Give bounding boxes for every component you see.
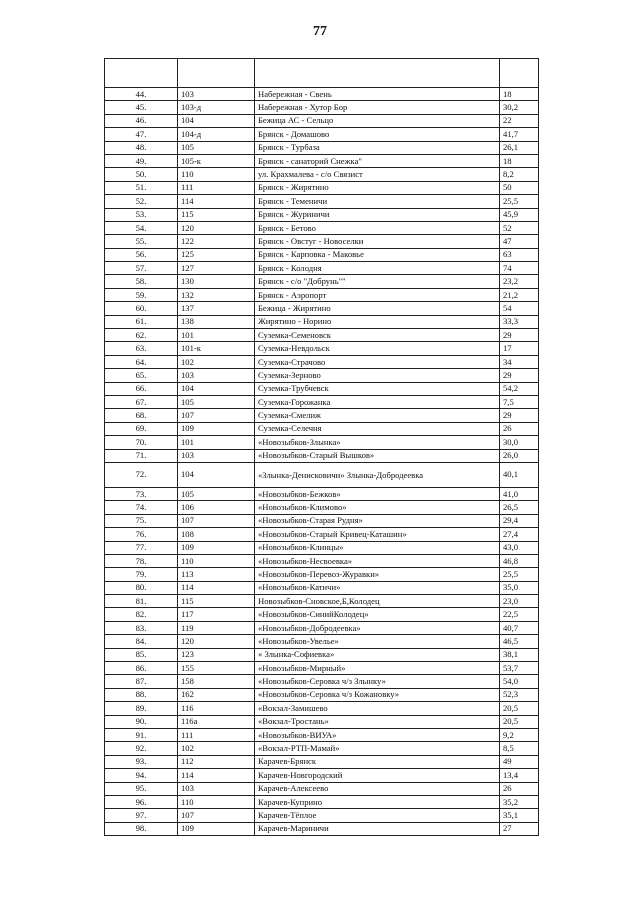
route-distance: 38,1 — [500, 648, 539, 661]
row-number: 49. — [105, 154, 178, 167]
table-row — [105, 288, 539, 301]
row-number: 44. — [105, 88, 178, 101]
table-row — [105, 782, 539, 795]
route-name: Суземка-Смелиж — [255, 409, 500, 422]
route-code: 123 — [178, 648, 255, 661]
route-distance: 43,0 — [500, 541, 539, 554]
route-code: 105-к — [178, 154, 255, 167]
row-number: 63. — [105, 342, 178, 355]
route-name: «Новозыбков-Бежков» — [255, 487, 500, 500]
route-name: Новозыбков-Сновское,Б,Колодец — [255, 595, 500, 608]
route-name: Карачев-Куприно — [255, 795, 500, 808]
route-distance: 22,5 — [500, 608, 539, 621]
route-name: Брянск - Аэропорт — [255, 288, 500, 301]
route-distance: 30,0 — [500, 436, 539, 449]
table-row — [105, 809, 539, 822]
row-number: 76. — [105, 528, 178, 541]
route-name: Брянск - Турбаза — [255, 141, 500, 154]
route-name: Брянск - Карповка - Маковье — [255, 248, 500, 261]
routes-table — [104, 58, 539, 836]
route-distance: 18 — [500, 154, 539, 167]
route-distance: 41,7 — [500, 128, 539, 141]
table-row — [105, 822, 539, 835]
route-code: 112 — [178, 755, 255, 768]
table-row — [105, 621, 539, 634]
table-header-row — [105, 59, 539, 88]
route-code: 107 — [178, 514, 255, 527]
row-number: 81. — [105, 595, 178, 608]
route-code: 104 — [178, 382, 255, 395]
route-name: Бежица - Жирятино — [255, 302, 500, 315]
route-name: Брянск - Овстуг - Новоселки — [255, 235, 500, 248]
table-row — [105, 329, 539, 342]
route-code: 105 — [178, 141, 255, 154]
row-number: 59. — [105, 288, 178, 301]
table-row — [105, 554, 539, 567]
row-number: 82. — [105, 608, 178, 621]
route-distance: 74 — [500, 262, 539, 275]
row-number: 48. — [105, 141, 178, 154]
table-row — [105, 675, 539, 688]
route-name: Суземка-Зерново — [255, 369, 500, 382]
route-distance: 18 — [500, 88, 539, 101]
route-name: «Новозыбков-Злынка» — [255, 436, 500, 449]
route-name: Суземка-Селечня — [255, 422, 500, 435]
route-code: 116 — [178, 702, 255, 715]
table-row — [105, 728, 539, 741]
route-code: 107 — [178, 809, 255, 822]
table-row — [105, 449, 539, 462]
route-name: Брянск - Жирятино — [255, 181, 500, 194]
route-name: «Новозыбков-Добродеевка» — [255, 621, 500, 634]
route-distance: 35,0 — [500, 581, 539, 594]
route-distance: 45,9 — [500, 208, 539, 221]
table-row — [105, 662, 539, 675]
table-row — [105, 355, 539, 368]
row-number: 74. — [105, 501, 178, 514]
route-code: 117 — [178, 608, 255, 621]
route-code: 102 — [178, 355, 255, 368]
table-row — [105, 128, 539, 141]
route-distance: 49 — [500, 755, 539, 768]
route-distance: 52,3 — [500, 688, 539, 701]
route-code: 132 — [178, 288, 255, 301]
row-number: 45. — [105, 101, 178, 114]
row-number: 77. — [105, 541, 178, 554]
table-row — [105, 248, 539, 261]
row-number: 65. — [105, 369, 178, 382]
route-code: 119 — [178, 621, 255, 634]
route-distance: 8,2 — [500, 168, 539, 181]
route-code: 120 — [178, 635, 255, 648]
route-code: 162 — [178, 688, 255, 701]
route-code: 109 — [178, 541, 255, 554]
row-number: 97. — [105, 809, 178, 822]
row-number: 86. — [105, 662, 178, 675]
table-row — [105, 688, 539, 701]
header-cell-distance — [500, 59, 539, 88]
route-name: «Новозыбков-Несвоевка» — [255, 554, 500, 567]
table-row — [105, 487, 539, 500]
route-code: 104 — [178, 114, 255, 127]
table-row — [105, 168, 539, 181]
route-code: 122 — [178, 235, 255, 248]
table-row — [105, 635, 539, 648]
route-name: Жирятино - Норино — [255, 315, 500, 328]
route-code: 116а — [178, 715, 255, 728]
route-name: «Новозыбков-Катичи» — [255, 581, 500, 594]
route-distance: 20,5 — [500, 715, 539, 728]
route-name: Карачев-Алексеево — [255, 782, 500, 795]
route-name: «Новозыбков-Старая Рудня» — [255, 514, 500, 527]
route-distance: 46,5 — [500, 635, 539, 648]
route-code: 103 — [178, 369, 255, 382]
row-number: 79. — [105, 568, 178, 581]
row-number: 90. — [105, 715, 178, 728]
route-code: 127 — [178, 262, 255, 275]
route-name: «Новозыбков-Старый Кривец-Каташин» — [255, 528, 500, 541]
row-number: 70. — [105, 436, 178, 449]
route-distance: 35,1 — [500, 809, 539, 822]
route-distance: 30,2 — [500, 101, 539, 114]
row-number: 96. — [105, 795, 178, 808]
row-number: 83. — [105, 621, 178, 634]
row-number: 61. — [105, 315, 178, 328]
row-number: 62. — [105, 329, 178, 342]
row-number: 80. — [105, 581, 178, 594]
row-number: 68. — [105, 409, 178, 422]
table-row — [105, 141, 539, 154]
route-code: 103-д — [178, 101, 255, 114]
route-name: «Вокзал-Тростань» — [255, 715, 500, 728]
route-code: 115 — [178, 208, 255, 221]
route-code: 101 — [178, 436, 255, 449]
row-number: 55. — [105, 235, 178, 248]
route-code: 125 — [178, 248, 255, 261]
route-distance: 35,2 — [500, 795, 539, 808]
table-row — [105, 702, 539, 715]
route-code: 114 — [178, 581, 255, 594]
route-code: 103 — [178, 88, 255, 101]
route-distance: 54,0 — [500, 675, 539, 688]
route-name: Карачев-Брянск — [255, 755, 500, 768]
route-name: « Злынка-Софиевка» — [255, 648, 500, 661]
route-name: Брянск - Домашово — [255, 128, 500, 141]
route-distance: 27,4 — [500, 528, 539, 541]
row-number: 64. — [105, 355, 178, 368]
route-code: 105 — [178, 395, 255, 408]
route-name: Суземка-Семеновск — [255, 329, 500, 342]
route-name: «Новозыбков-Серовка ч/з Кожановку» — [255, 688, 500, 701]
route-code: 103 — [178, 449, 255, 462]
row-number: 66. — [105, 382, 178, 395]
route-code: 109 — [178, 422, 255, 435]
route-distance: 21,2 — [500, 288, 539, 301]
table-row — [105, 302, 539, 315]
table-row — [105, 648, 539, 661]
row-number: 51. — [105, 181, 178, 194]
table-row — [105, 221, 539, 234]
route-distance: 9,2 — [500, 728, 539, 741]
table-row — [105, 608, 539, 621]
table-row — [105, 514, 539, 527]
route-distance: 40,1 — [500, 462, 539, 487]
row-number: 46. — [105, 114, 178, 127]
row-number: 71. — [105, 449, 178, 462]
route-distance: 46,8 — [500, 554, 539, 567]
route-distance: 63 — [500, 248, 539, 261]
route-distance: 26 — [500, 422, 539, 435]
route-name: «Новозыбков-Увелье» — [255, 635, 500, 648]
page-number: 77 — [313, 24, 327, 39]
row-number: 98. — [105, 822, 178, 835]
table-row — [105, 541, 539, 554]
route-name: Набережная - Свень — [255, 88, 500, 101]
route-distance: 23,2 — [500, 275, 539, 288]
row-number: 52. — [105, 195, 178, 208]
route-name: «Новозыбков-Клинцы» — [255, 541, 500, 554]
route-distance: 22 — [500, 114, 539, 127]
header-cell-route — [178, 59, 255, 88]
route-distance: 20,5 — [500, 702, 539, 715]
route-distance: 41,0 — [500, 487, 539, 500]
table-row — [105, 382, 539, 395]
table-row — [105, 101, 539, 114]
route-name: Суземка-Страчово — [255, 355, 500, 368]
row-number: 91. — [105, 728, 178, 741]
route-distance: 7,5 — [500, 395, 539, 408]
table-row — [105, 528, 539, 541]
table-row — [105, 462, 539, 487]
table-row — [105, 195, 539, 208]
route-name: «Злынка-Денисковичи» Злынка-Добродеевка — [255, 462, 500, 487]
route-distance: 50 — [500, 181, 539, 194]
route-distance: 25,5 — [500, 568, 539, 581]
route-code: 110 — [178, 554, 255, 567]
row-number: 92. — [105, 742, 178, 755]
route-name: Брянск - с/о "Добрунь"" — [255, 275, 500, 288]
table-row — [105, 114, 539, 127]
route-code: 104-д — [178, 128, 255, 141]
route-code: 105 — [178, 487, 255, 500]
route-distance: 29,4 — [500, 514, 539, 527]
route-code: 102 — [178, 742, 255, 755]
route-name: Карачев-Мариничи — [255, 822, 500, 835]
table-row — [105, 501, 539, 514]
route-distance: 26 — [500, 782, 539, 795]
route-name: «Новозыбков-Климово» — [255, 501, 500, 514]
route-distance: 53,7 — [500, 662, 539, 675]
row-number: 58. — [105, 275, 178, 288]
route-distance: 26,5 — [500, 501, 539, 514]
route-distance: 26,1 — [500, 141, 539, 154]
row-number: 88. — [105, 688, 178, 701]
route-name: Брянск - санаторий Снежка" — [255, 154, 500, 167]
route-name: «Новозыбков-Перевоз-Журавки» — [255, 568, 500, 581]
row-number: 69. — [105, 422, 178, 435]
table-row — [105, 369, 539, 382]
route-name: ул. Крахмалева - с/о Связист — [255, 168, 500, 181]
route-distance: 54 — [500, 302, 539, 315]
table-row — [105, 436, 539, 449]
route-distance: 29 — [500, 369, 539, 382]
table-row — [105, 422, 539, 435]
table-row — [105, 342, 539, 355]
route-code: 104 — [178, 462, 255, 487]
table-row — [105, 742, 539, 755]
row-number: 56. — [105, 248, 178, 261]
row-number: 60. — [105, 302, 178, 315]
route-name: Бежица АС - Сельцо — [255, 114, 500, 127]
route-code: 108 — [178, 528, 255, 541]
route-distance: 17 — [500, 342, 539, 355]
row-number: 85. — [105, 648, 178, 661]
route-name: «Новозыбков-Мирный» — [255, 662, 500, 675]
route-code: 111 — [178, 181, 255, 194]
row-number: 87. — [105, 675, 178, 688]
route-code: 137 — [178, 302, 255, 315]
route-code: 106 — [178, 501, 255, 514]
route-code: 115 — [178, 595, 255, 608]
table-row — [105, 275, 539, 288]
route-name: «Вокзал-РТП-Мамай» — [255, 742, 500, 755]
row-number: 78. — [105, 554, 178, 567]
route-distance: 23,0 — [500, 595, 539, 608]
table-row — [105, 755, 539, 768]
row-number: 50. — [105, 168, 178, 181]
route-code: 113 — [178, 568, 255, 581]
route-code: 158 — [178, 675, 255, 688]
route-code: 103 — [178, 782, 255, 795]
route-code: 111 — [178, 728, 255, 741]
row-number: 75. — [105, 514, 178, 527]
route-name: «Новозыбков-СинийКолодец» — [255, 608, 500, 621]
route-code: 120 — [178, 221, 255, 234]
header-cell-name — [255, 59, 500, 88]
route-code: 114 — [178, 769, 255, 782]
route-name: Брянск - Бетово — [255, 221, 500, 234]
header-cell-number — [105, 59, 178, 88]
row-number: 47. — [105, 128, 178, 141]
route-distance: 52 — [500, 221, 539, 234]
table-row — [105, 568, 539, 581]
table-row — [105, 181, 539, 194]
route-distance: 40,7 — [500, 621, 539, 634]
route-code: 110 — [178, 168, 255, 181]
route-distance: 29 — [500, 409, 539, 422]
route-distance: 27 — [500, 822, 539, 835]
route-code: 138 — [178, 315, 255, 328]
table-row — [105, 409, 539, 422]
route-name: Суземка-Горожанка — [255, 395, 500, 408]
row-number: 54. — [105, 221, 178, 234]
row-number: 93. — [105, 755, 178, 768]
table-row — [105, 154, 539, 167]
table-row — [105, 262, 539, 275]
row-number: 57. — [105, 262, 178, 275]
row-number: 53. — [105, 208, 178, 221]
table-row — [105, 795, 539, 808]
row-number: 67. — [105, 395, 178, 408]
route-name: «Вокзал-Замишево — [255, 702, 500, 715]
table-row — [105, 395, 539, 408]
table-row — [105, 208, 539, 221]
route-distance: 34 — [500, 355, 539, 368]
row-number: 94. — [105, 769, 178, 782]
table-row — [105, 315, 539, 328]
table-row — [105, 235, 539, 248]
row-number: 95. — [105, 782, 178, 795]
table-row — [105, 88, 539, 101]
route-distance: 54,2 — [500, 382, 539, 395]
row-number: 73. — [105, 487, 178, 500]
route-distance: 8,5 — [500, 742, 539, 755]
route-name: Брянск - Журиничи — [255, 208, 500, 221]
route-distance: 25,5 — [500, 195, 539, 208]
route-name: «Новозыбков-Старый Вышков» — [255, 449, 500, 462]
route-code: 130 — [178, 275, 255, 288]
route-code: 101 — [178, 329, 255, 342]
route-distance: 29 — [500, 329, 539, 342]
route-code: 155 — [178, 662, 255, 675]
route-code: 107 — [178, 409, 255, 422]
route-code: 110 — [178, 795, 255, 808]
route-code: 109 — [178, 822, 255, 835]
route-name: «Новозыбков-Серовка ч/з Злынку» — [255, 675, 500, 688]
route-name: Брянск - Теменичи — [255, 195, 500, 208]
route-code: 114 — [178, 195, 255, 208]
route-distance: 47 — [500, 235, 539, 248]
table-row — [105, 581, 539, 594]
route-distance: 26,0 — [500, 449, 539, 462]
route-code: 101-к — [178, 342, 255, 355]
route-distance: 13,4 — [500, 769, 539, 782]
table-row — [105, 769, 539, 782]
row-number: 89. — [105, 702, 178, 715]
route-name: Карачев-Тёплое — [255, 809, 500, 822]
table-row — [105, 715, 539, 728]
row-number: 72. — [105, 462, 178, 487]
route-name: Карачев-Новгородский — [255, 769, 500, 782]
route-name: Суземка-Невдольск — [255, 342, 500, 355]
route-name: Набережная - Хутор Бор — [255, 101, 500, 114]
table-row — [105, 595, 539, 608]
route-name: «Новозыбков-ВИУА» — [255, 728, 500, 741]
route-name: Брянск - Колодня — [255, 262, 500, 275]
route-name: Суземка-Трубчевск — [255, 382, 500, 395]
row-number: 84. — [105, 635, 178, 648]
route-distance: 33,3 — [500, 315, 539, 328]
